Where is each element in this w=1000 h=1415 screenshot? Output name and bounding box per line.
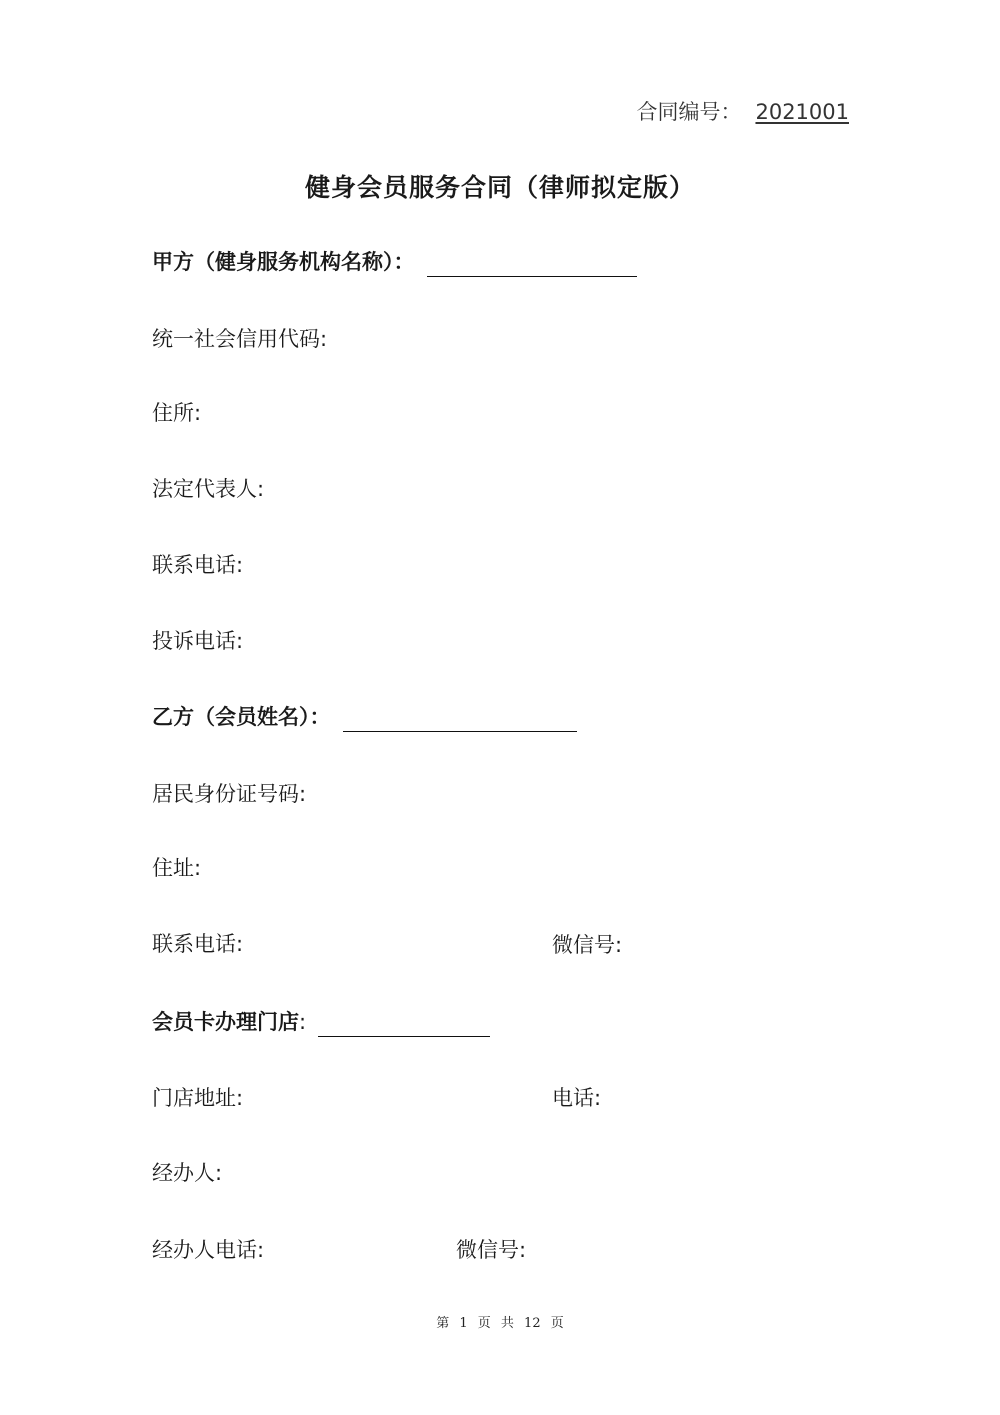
party-a-address: 住所: xyxy=(152,401,202,425)
contract-number-label: 合同编号： xyxy=(636,100,742,124)
store-heading: 会员卡办理门店 xyxy=(152,1010,299,1034)
handler-phone: 经办人电话: xyxy=(152,1238,265,1262)
party-a-legal-rep: 法定代表人: xyxy=(152,477,265,501)
party-b-heading: 乙方（会员姓名）： xyxy=(152,705,331,729)
party-a-heading: 甲方（健身服务机构名称）： xyxy=(152,250,415,274)
store-heading-colon: : xyxy=(299,1010,307,1034)
party-a-complaint-phone: 投诉电话: xyxy=(152,629,244,653)
contract-number xyxy=(636,96,849,126)
document-title: 健身会员服务合同（律师拟定版） xyxy=(304,173,695,202)
contract-number-value: 2021001 xyxy=(755,100,849,124)
party-a-phone: 联系电话: xyxy=(152,553,244,577)
store-heading-line xyxy=(152,1007,490,1037)
handler: 经办人: xyxy=(152,1161,223,1185)
party-a-name-blank[interactable] xyxy=(427,252,637,277)
handler-wechat: 微信号: xyxy=(456,1238,527,1262)
party-b-phone: 联系电话: xyxy=(152,932,244,956)
store-address: 门店地址: xyxy=(152,1086,244,1110)
party-b-id-number: 居民身份证号码: xyxy=(152,782,307,806)
store-name-blank[interactable] xyxy=(318,1012,490,1037)
party-b-name-blank[interactable] xyxy=(343,707,577,732)
page-footer: 第 1 页 共 12 页 xyxy=(436,1316,564,1331)
party-a-credit-code: 统一社会信用代码: xyxy=(152,327,328,351)
party-a-heading-line xyxy=(152,247,637,277)
store-phone: 电话: xyxy=(552,1086,602,1110)
party-b-address: 住址: xyxy=(152,856,202,880)
party-b-heading-line xyxy=(152,702,577,732)
party-b-wechat: 微信号: xyxy=(552,933,623,957)
